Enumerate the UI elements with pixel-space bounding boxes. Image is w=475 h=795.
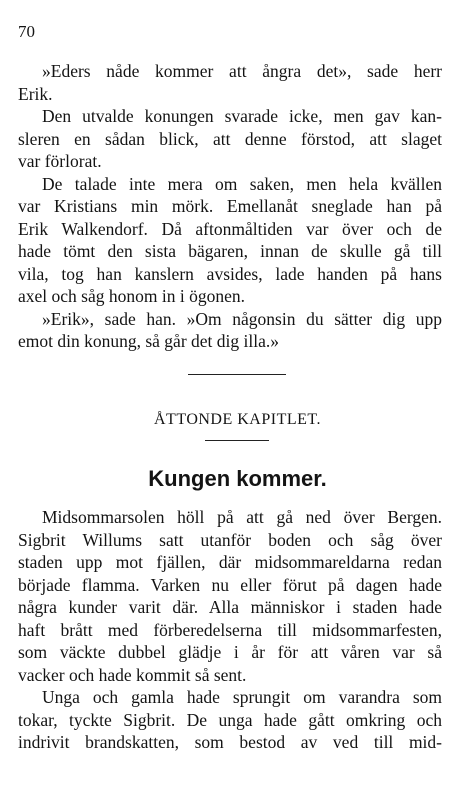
text-line: haft brått med förberedelserna till midsommarfesten, <box>18 619 442 640</box>
text-line: var förlorat. <box>18 151 102 171</box>
paragraph <box>18 105 442 173</box>
page-number: 70 <box>18 22 35 41</box>
text-line: började flamma. Varken nu eller förut på dagen hade <box>18 574 442 595</box>
text-line: hade tömt den sista bägaren, innan de skulle gå till <box>18 241 442 261</box>
text-line: Erik. <box>18 83 53 104</box>
text-line: De talade inte mera om saken, men hela kvällen <box>42 173 442 194</box>
section-divider <box>188 374 286 375</box>
text-line: Sigbrit Willums satt utanför boden och såg över <box>18 529 442 550</box>
text-line: Erik Walkendorf. Då aftonmåltiden var över och de <box>18 218 442 239</box>
text-line: var Kristians min mörk. Emellanåt sneglade han på <box>18 196 442 216</box>
text-line: vila, tog han kanslern avsides, lade handen på hans <box>18 263 442 284</box>
text-line: sleren en sådan blick, att denne förstod, att slaget <box>18 128 442 149</box>
text-line: »Erik», sade han. »Om någonsin du sätter dig upp <box>42 308 442 329</box>
paragraph <box>18 60 442 105</box>
text-line: några kunder varit där. Alla människor i staden hade <box>18 597 442 617</box>
heading-divider <box>205 440 269 441</box>
top-text-block <box>18 60 442 353</box>
text-line: vacker och hade kommit så sent. <box>18 664 247 685</box>
paragraph <box>18 506 442 686</box>
text-line: som väckte dubbel glädje i år för att våren var så <box>18 642 442 662</box>
text-line: indrivit brandskatten, som bestod av ved till mid- <box>18 732 442 752</box>
text-line: »Eders nåde kommer att ångra det», sade herr <box>42 61 442 81</box>
text-line: Midsommarsolen höll på att gå ned över Bergen. <box>42 507 442 527</box>
paragraph <box>18 308 442 353</box>
text-line: emot din konung, så går det dig illa.» <box>18 331 279 351</box>
paragraph <box>18 173 442 308</box>
paragraph <box>18 686 442 754</box>
text-line: Unga och gamla hade sprungit om varandra som <box>42 687 442 707</box>
chapter-heading: ÅTTONDE KAPITLET. <box>154 411 321 428</box>
text-line: Den utvalde konungen svarade icke, men gav kan- <box>42 106 442 126</box>
chapter-title: Kungen kommer. <box>148 466 327 491</box>
bottom-text-block <box>18 506 442 754</box>
text-line: axel och såg honom in i ögonen. <box>18 286 245 306</box>
text-line: tokar, tyckte Sigbrit. De unga hade gått omkring och <box>18 709 442 730</box>
text-line: staden upp mot fjällen, där midsommareldarna redan <box>18 552 442 572</box>
